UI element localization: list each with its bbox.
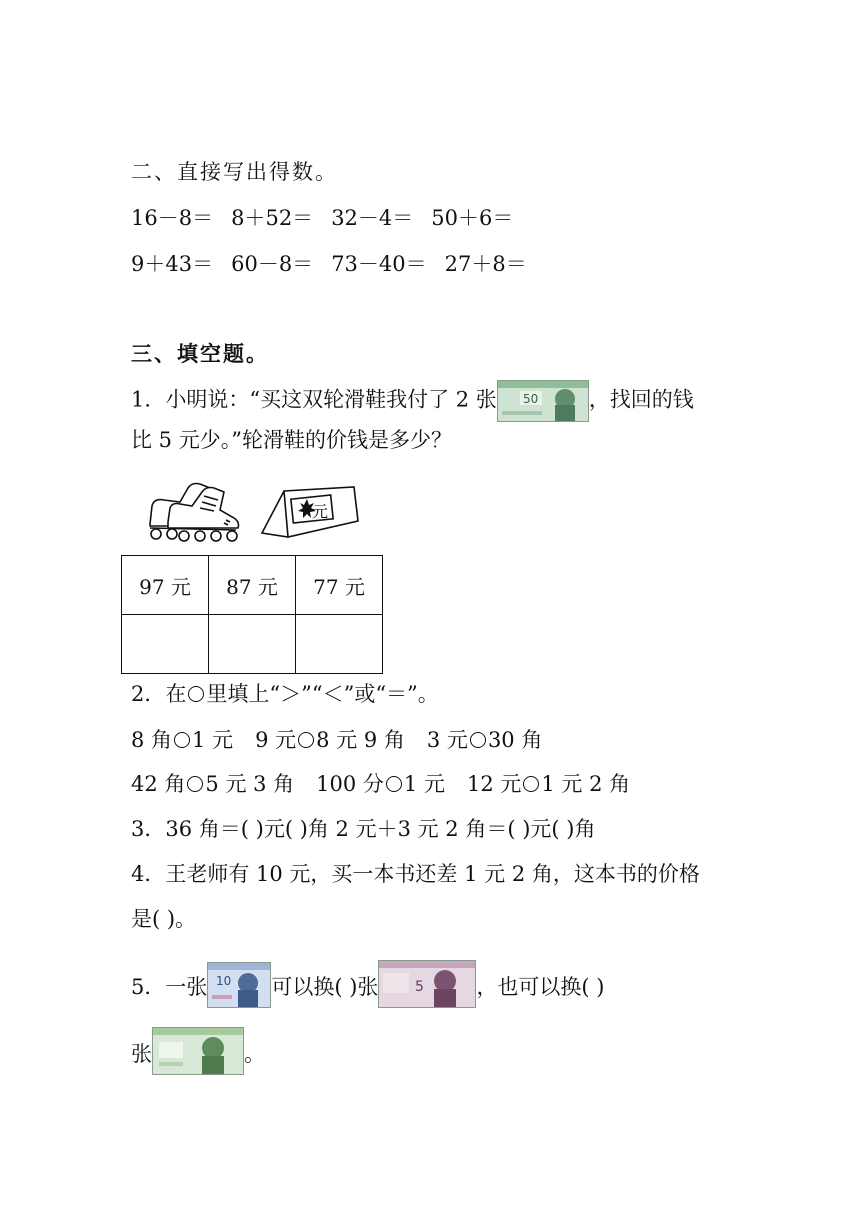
table-row	[122, 556, 383, 615]
question-1-text-continued: ，找回的钱	[588, 387, 694, 412]
arithmetic-item: 27＋8＝	[444, 252, 527, 276]
question-2-text: 2．在	[131, 682, 187, 706]
compare-left: 100 分	[316, 772, 384, 796]
question-5-line-1	[131, 960, 605, 1008]
compare-right: 8 元 9 角	[316, 728, 405, 752]
question-5-text: 张	[131, 1042, 152, 1066]
price-options-table	[121, 555, 383, 674]
compare-left: 42 角	[131, 772, 186, 796]
question-5-text: 5．一张	[131, 975, 208, 999]
arithmetic-item: 8＋52＝	[231, 206, 314, 230]
five-yuan-note-icon	[378, 960, 476, 1008]
comparison-row-2	[131, 770, 630, 798]
question-4-line-2: 是( )。	[131, 907, 197, 931]
arithmetic-item: 60－8＝	[231, 252, 314, 276]
comparison-row-1	[131, 726, 542, 754]
arithmetic-row-2	[131, 250, 527, 278]
compare-circle-input[interactable]	[298, 732, 314, 748]
compare-right: 1 元 2 角	[541, 772, 631, 796]
price-option: 77 元	[296, 556, 383, 615]
compare-left: 9 元	[255, 728, 297, 752]
fifty-yuan-note-icon	[497, 380, 589, 422]
compare-right: 5 元 3 角	[205, 772, 295, 796]
compare-right: 1 元	[403, 772, 445, 796]
question-4-line-1: 4．王老师有 10 元，买一本书还差 1 元 2 角，这本书的价格	[131, 862, 700, 886]
compare-circle-input[interactable]	[470, 732, 486, 748]
arithmetic-item: 9＋43＝	[131, 252, 214, 276]
answer-cell[interactable]	[296, 615, 383, 674]
question-2-title	[131, 680, 439, 708]
price-option: 97 元	[122, 556, 209, 615]
compare-right: 1 元	[192, 728, 234, 752]
svg-text:5: 5	[415, 979, 425, 995]
section-2-title: 二、直接写出得数。	[131, 160, 338, 184]
section-3-title: 三、填空题。	[131, 341, 269, 366]
answer-cell[interactable]	[209, 615, 296, 674]
compare-circle-input[interactable]	[174, 732, 190, 748]
arithmetic-row-1	[131, 204, 513, 232]
arithmetic-item: 32－4＝	[331, 206, 414, 230]
svg-text:10: 10	[216, 974, 232, 988]
compare-left: 8 角	[131, 728, 173, 752]
arithmetic-item: 16－8＝	[131, 206, 214, 230]
question-1-text: 1．小明说：“买这双轮滑鞋我付了 2 张	[131, 387, 497, 412]
roller-skates-icon	[140, 478, 244, 544]
ten-yuan-note-icon	[207, 962, 271, 1008]
compare-circle-input[interactable]	[523, 776, 539, 792]
arithmetic-item: 73－40＝	[331, 252, 427, 276]
question-5-line-2	[131, 1027, 265, 1075]
question-1-line-1	[131, 380, 694, 422]
price-tag-icon	[258, 477, 362, 543]
answer-cell[interactable]	[122, 615, 209, 674]
svg-text:50: 50	[522, 392, 539, 406]
compare-circle-input[interactable]	[187, 776, 203, 792]
arithmetic-item: 50＋6＝	[431, 206, 514, 230]
question-3: 3．36 角＝( )元( )角 2 元＋3 元 2 角＝( )元( )角	[131, 817, 596, 841]
price-option: 87 元	[209, 556, 296, 615]
question-5-text-continued: 可以换( )张	[271, 975, 379, 999]
compare-left: 12 元	[466, 772, 522, 796]
question-5-text-end: 。	[244, 1042, 265, 1066]
table-row	[122, 615, 383, 674]
compare-right: 30 角	[487, 728, 543, 752]
one-yuan-note-icon	[152, 1027, 244, 1075]
question-5-text-end: ，也可以换( )	[476, 975, 605, 999]
question-1-line-2: 比 5 元少。”轮滑鞋的价钱是多少？	[131, 428, 452, 452]
compare-left: 3 元	[426, 728, 468, 752]
price-tag-text: 元	[312, 502, 329, 521]
compare-circle-icon	[188, 686, 204, 702]
question-2-text-continued: 里填上“＞”“＜”或“＝”。	[206, 682, 439, 706]
compare-circle-input[interactable]	[386, 776, 402, 792]
